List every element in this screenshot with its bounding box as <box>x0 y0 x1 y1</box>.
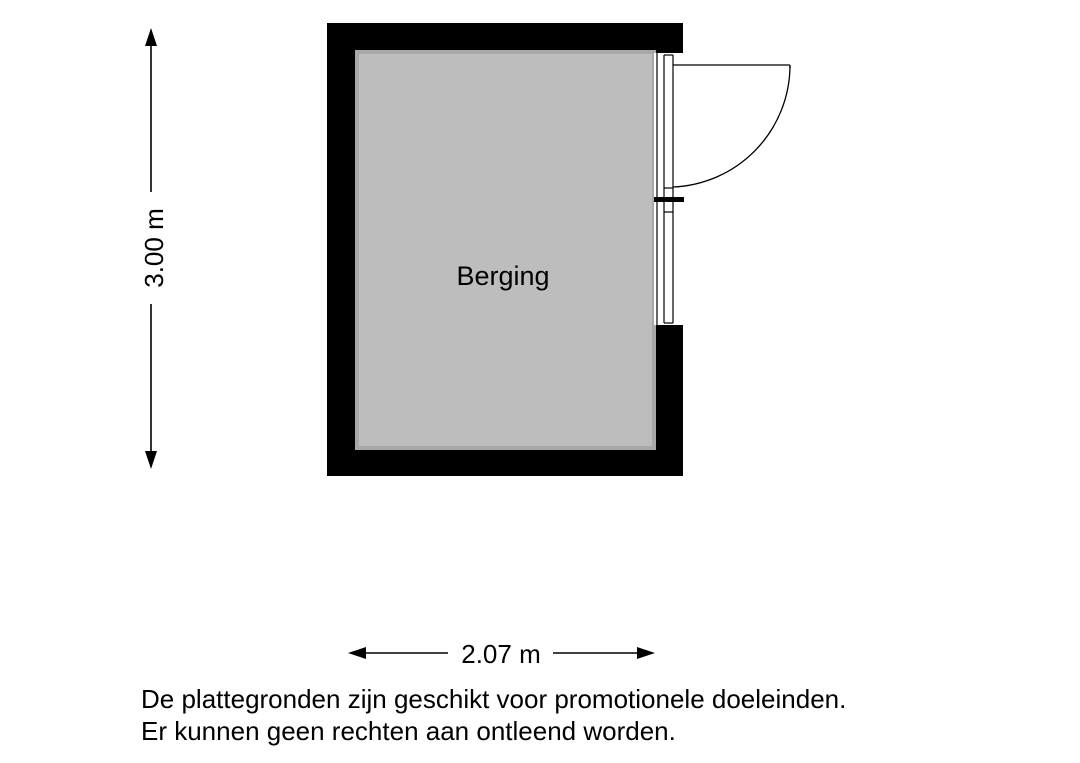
disclaimer-line-1: De plattegronden zijn geschikt voor promotionele doeleinden. <box>141 684 847 714</box>
room-label: Berging <box>456 261 550 291</box>
disclaimer <box>141 683 846 747</box>
wall-opening <box>654 53 684 325</box>
height-dimension-label: 3.00 m <box>139 208 169 288</box>
width-dimension-label: 2.07 m <box>461 639 541 669</box>
arrow-right-icon <box>637 647 655 659</box>
door-swing <box>673 65 790 187</box>
door-threshold <box>654 197 684 202</box>
arrow-down-icon <box>145 451 157 469</box>
room-floor <box>357 52 654 448</box>
arrow-up-icon <box>145 28 157 46</box>
disclaimer-line-2: Er kunnen geen rechten aan ontleend worden. <box>141 716 676 746</box>
arrow-left-icon <box>348 647 366 659</box>
